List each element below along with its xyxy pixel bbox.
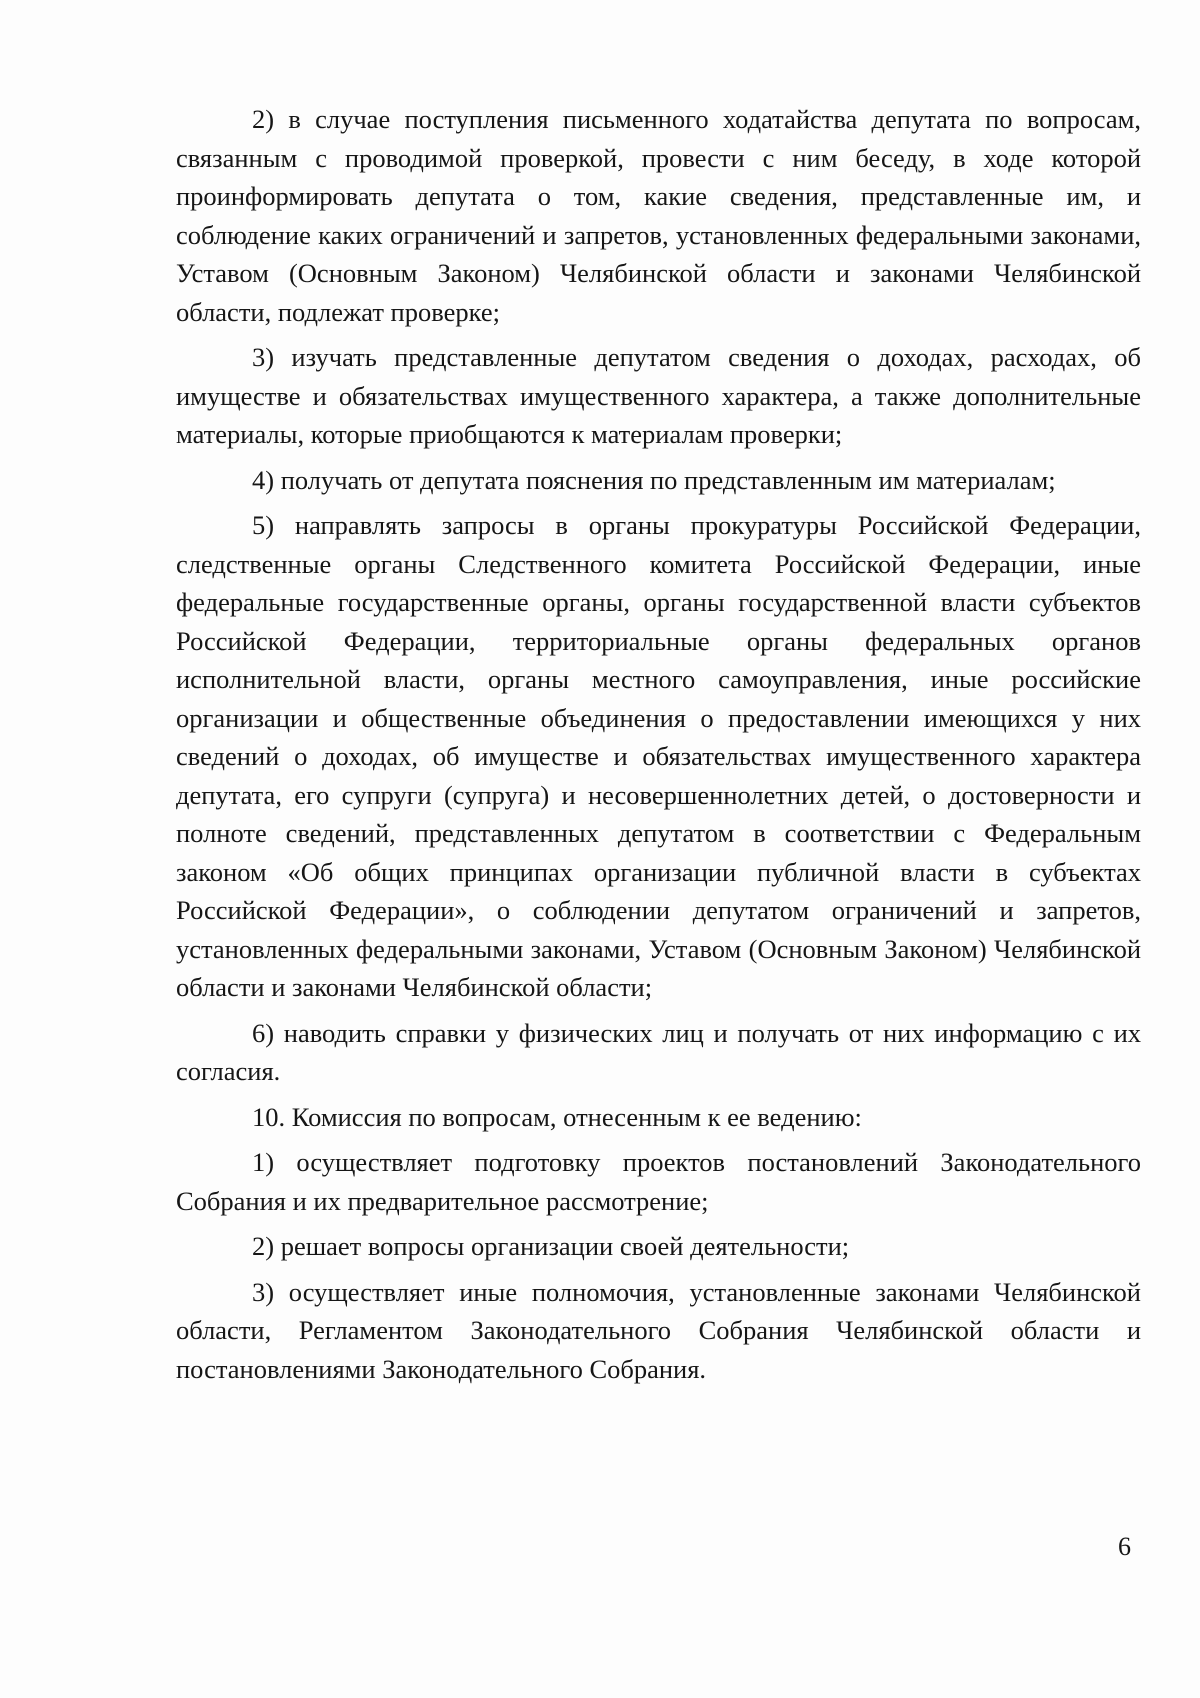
paragraph-item-1: 1) осуществляет подготовку проектов постановлений Законодательного Собрания и их предварительное рассмотрение; [176, 1147, 1141, 1216]
document-body [176, 100, 1141, 1388]
paragraph-item-5: 5) направлять запросы в органы прокуратуры Российской Федерации, следственные органы Следственного комитета Российской Федерации, иные федеральные государственные органы, органы государственной власти субъектов Российской Федерации, территориальные органы федеральных органов исполнительной власти, органы местного самоуправления, иные российские организации и общественные объединения о предоставлении имеющихся у них сведений о доходах, об имуществе и обязательствах имущественного характера депутата, его супруги (супруга) и несовершеннолетних детей, о достоверности и полноте сведений, представленных депутатом в соответствии с Федеральным законом «Об общих принципах организации публичной власти в субъектах Российской Федерации», о соблюдении депутатом ограничений и запретов, установленных федеральными законами, Уставом (Основным Законом) Челябинской области и законами Челябинской области; [176, 510, 1141, 1002]
paragraph-item-6: 6) наводить справки у физических лиц и получать от них информацию с их согласия. [176, 1017, 1141, 1086]
paragraph-section-10: 10. Комиссия по вопросам, отнесенным к ее ведению: [252, 1101, 862, 1132]
page-number: 6 [1118, 1532, 1131, 1561]
paragraph-item-2b: 2) решает вопросы организации своей деятельности; [252, 1231, 850, 1261]
paragraph-item-4: 4) получать от депутата пояснения по представленным им материалам; [252, 464, 1056, 495]
paragraph-item-3: 3) изучать представленные депутатом сведения о доходах, расходах, об имуществе и обязательствах имущественного характера, а также дополнительные материалы, которые приобщаются к материалам проверки; [176, 342, 1141, 449]
paragraph-item-3b: 3) осуществляет иные полномочия, установленные законами Челябинской области, Регламентом Законодательного Собрания Челябинской области и постановлениями Законодательного Собрания. [176, 1276, 1141, 1384]
paragraph-item-2: 2) в случае поступления письменного ходатайства депутата по вопросам, связанным с проводимой проверкой, провести с ним беседу, в ходе которой проинформировать депутата о том, какие сведения, представленные им, и соблюдение каких ограничений и запретов, установленных федеральными законами, Уставом (Основным Законом) Челябинской области и законами Челябинской области, подлежат проверке; [176, 104, 1141, 327]
